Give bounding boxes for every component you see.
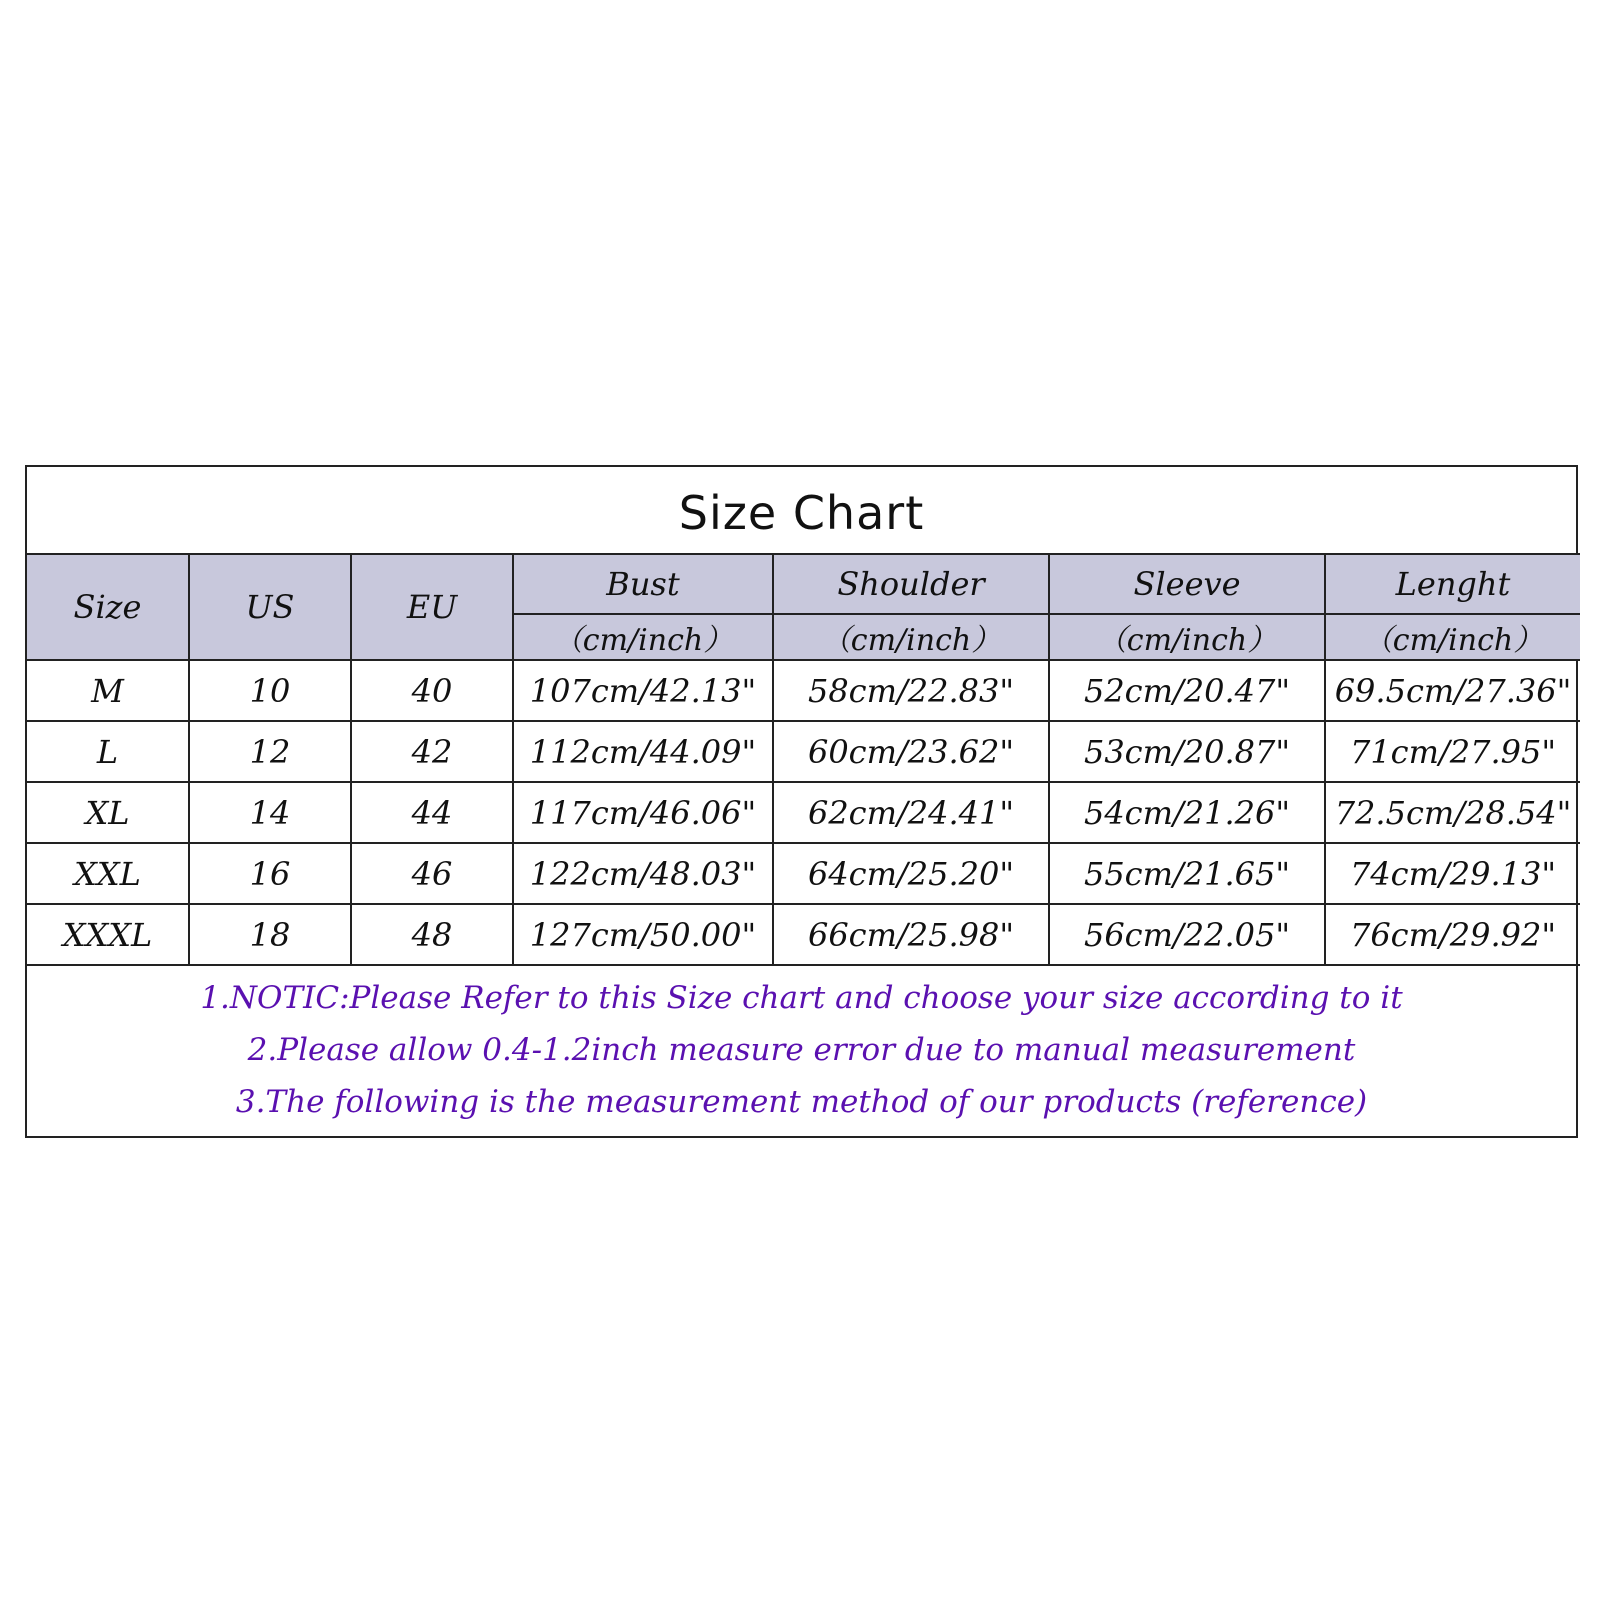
table-row (27, 660, 1580, 721)
table-row (27, 782, 1580, 843)
cell-sleeve: 56cm/22.05" (1049, 904, 1325, 965)
cell-eu: 42 (351, 721, 513, 782)
cell-length: 76cm/29.92" (1325, 904, 1580, 965)
cell-sleeve: 53cm/20.87" (1049, 721, 1325, 782)
header-bust: Bust (513, 554, 773, 614)
table-row (27, 904, 1580, 965)
size-table (27, 553, 1580, 966)
header-size: Size (27, 554, 189, 660)
cell-eu: 48 (351, 904, 513, 965)
cell-eu: 46 (351, 843, 513, 904)
cell-shoulder: 62cm/24.41" (773, 782, 1049, 843)
cell-bust: 112cm/44.09" (513, 721, 773, 782)
cell-us: 10 (189, 660, 351, 721)
cell-eu: 40 (351, 660, 513, 721)
cell-bust: 117cm/46.06" (513, 782, 773, 843)
cell-bust: 127cm/50.00" (513, 904, 773, 965)
header-shoulder: Shoulder (773, 554, 1049, 614)
header-shoulder-unit: （cm/inch） (773, 614, 1049, 660)
cell-sleeve: 52cm/20.47" (1049, 660, 1325, 721)
note-line: 2.Please allow 0.4-1.2inch measure error due to manual measurement (247, 1032, 1356, 1068)
cell-bust: 122cm/48.03" (513, 843, 773, 904)
cell-size: XL (27, 782, 189, 843)
cell-length: 74cm/29.13" (1325, 843, 1580, 904)
cell-shoulder: 60cm/23.62" (773, 721, 1049, 782)
header-length: Lenght (1325, 554, 1580, 614)
cell-shoulder: 66cm/25.98" (773, 904, 1049, 965)
cell-eu: 44 (351, 782, 513, 843)
cell-us: 14 (189, 782, 351, 843)
header-eu: EU (351, 554, 513, 660)
cell-shoulder: 64cm/25.20" (773, 843, 1049, 904)
cell-size: XXL (27, 843, 189, 904)
cell-size: L (27, 721, 189, 782)
cell-length: 71cm/27.95" (1325, 721, 1580, 782)
cell-length: 72.5cm/28.54" (1325, 782, 1580, 843)
header-bust-unit: （cm/inch） (513, 614, 773, 660)
note-line: 1.NOTIC:Please Refer to this Size chart and choose your size according to it (200, 980, 1403, 1016)
cell-shoulder: 58cm/22.83" (773, 660, 1049, 721)
header-length-unit: （cm/inch） (1325, 614, 1580, 660)
cell-bust: 107cm/42.13" (513, 660, 773, 721)
cell-us: 16 (189, 843, 351, 904)
cell-us: 18 (189, 904, 351, 965)
header-sleeve: Sleeve (1049, 554, 1325, 614)
note-line: 3.The following is the measurement method of our products (reference) (235, 1084, 1368, 1120)
chart-title: Size Chart (678, 486, 925, 540)
cell-size: XXXL (27, 904, 189, 965)
cell-size: M (27, 660, 189, 721)
cell-us: 12 (189, 721, 351, 782)
table-row (27, 721, 1580, 782)
cell-sleeve: 54cm/21.26" (1049, 782, 1325, 843)
cell-sleeve: 55cm/21.65" (1049, 843, 1325, 904)
notes-section (27, 966, 1576, 1128)
header-us: US (189, 554, 351, 660)
cell-length: 69.5cm/27.36" (1325, 660, 1580, 721)
size-chart (25, 465, 1578, 1138)
table-row (27, 843, 1580, 904)
header-sleeve-unit: （cm/inch） (1049, 614, 1325, 660)
